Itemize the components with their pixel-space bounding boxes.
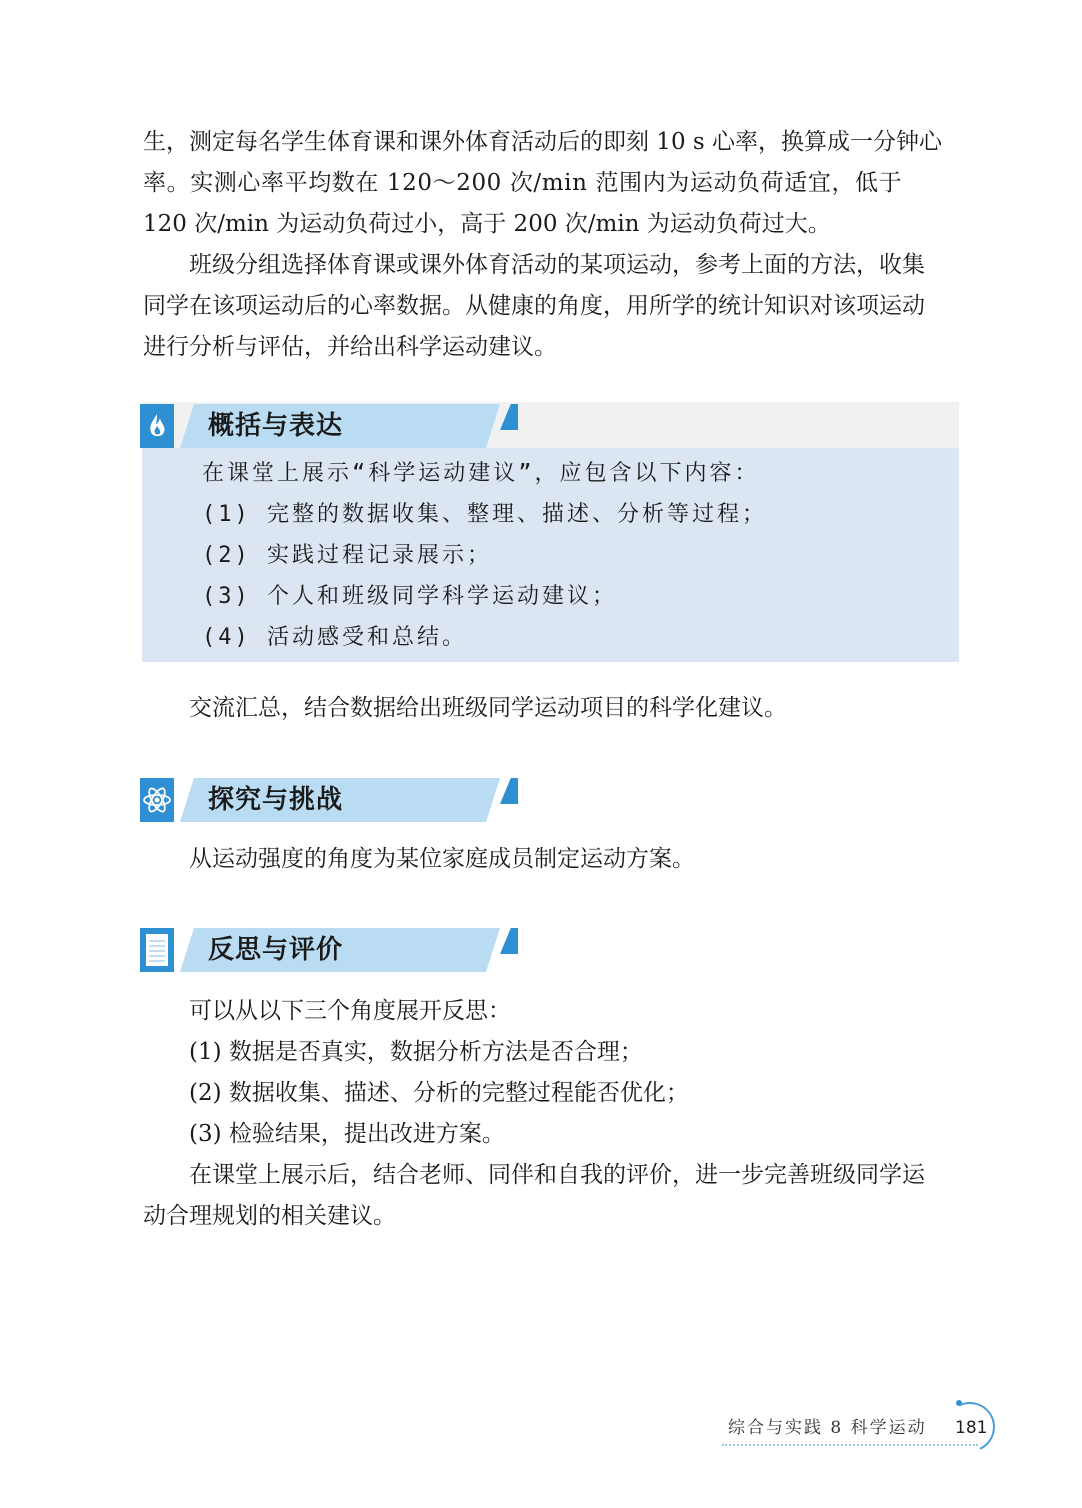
notebook-icon <box>140 928 174 972</box>
reflect-line: (3) 检验结果，提出改进方案。 <box>189 1121 505 1147</box>
section-title: 概括与表达 <box>208 411 344 441</box>
section-banner-accent <box>500 778 518 804</box>
text-line: 生，测定每名学生体育课和课外体育活动后的即刻 10 s 心率，换算成一分钟心 <box>143 129 943 155</box>
summary-after-text: 交流汇总，结合数据给出班级同学运动项目的科学化建议。 <box>189 695 787 721</box>
flame-icon <box>140 404 174 448</box>
box-line: (2) 实践过程记录展示； <box>202 543 492 568</box>
text-line: 进行分析与评估，并给出科学运动建议。 <box>143 334 557 360</box>
atom-icon <box>140 778 174 822</box>
reflect-line: 可以从以下三个角度展开反思： <box>189 998 511 1024</box>
footer-dotted-rule <box>722 1444 978 1446</box>
box-line: (1) 完整的数据收集、整理、描述、分析等过程； <box>202 502 767 527</box>
text-line: 120 次/min 为运动负荷过小，高于 200 次/min 为运动负荷过大。 <box>143 211 831 237</box>
text-line: 同学在该项运动后的心率数据。从健康的角度，用所学的统计知识对该项运动 <box>143 293 925 319</box>
page-number: 181 <box>955 1418 988 1438</box>
reflect-line: (1) 数据是否真实，数据分析方法是否合理； <box>189 1039 643 1065</box>
box-line: (4) 活动感受和总结。 <box>202 625 467 650</box>
section-banner-accent <box>500 928 518 954</box>
section-title: 探究与挑战 <box>208 785 344 815</box>
text-line: 率。实测心率平均数在 120～200 次/min 范围内为运动负荷适宜，低于 <box>143 170 903 196</box>
closing-line: 在课堂上展示后，结合老师、同伴和自我的评价，进一步完善班级同学运 <box>189 1162 925 1188</box>
closing-line: 动合理规划的相关建议。 <box>143 1203 396 1229</box>
text-line: 班级分组选择体育课或课外体育活动的某项运动，参考上面的方法，收集 <box>189 252 925 278</box>
explore-text: 从运动强度的角度为某位家庭成员制定运动方案。 <box>189 846 695 872</box>
box-line: (3) 个人和班级同学科学运动建议； <box>202 584 617 609</box>
footer-chapter: 综合与实践 8 科学运动 <box>728 1418 927 1438</box>
box-line: 在课堂上展示“科学运动建议”，应包含以下内容： <box>202 461 760 486</box>
section-title: 反思与评价 <box>208 935 344 965</box>
reflect-line: (2) 数据收集、描述、分析的完整过程能否优化； <box>189 1080 689 1106</box>
